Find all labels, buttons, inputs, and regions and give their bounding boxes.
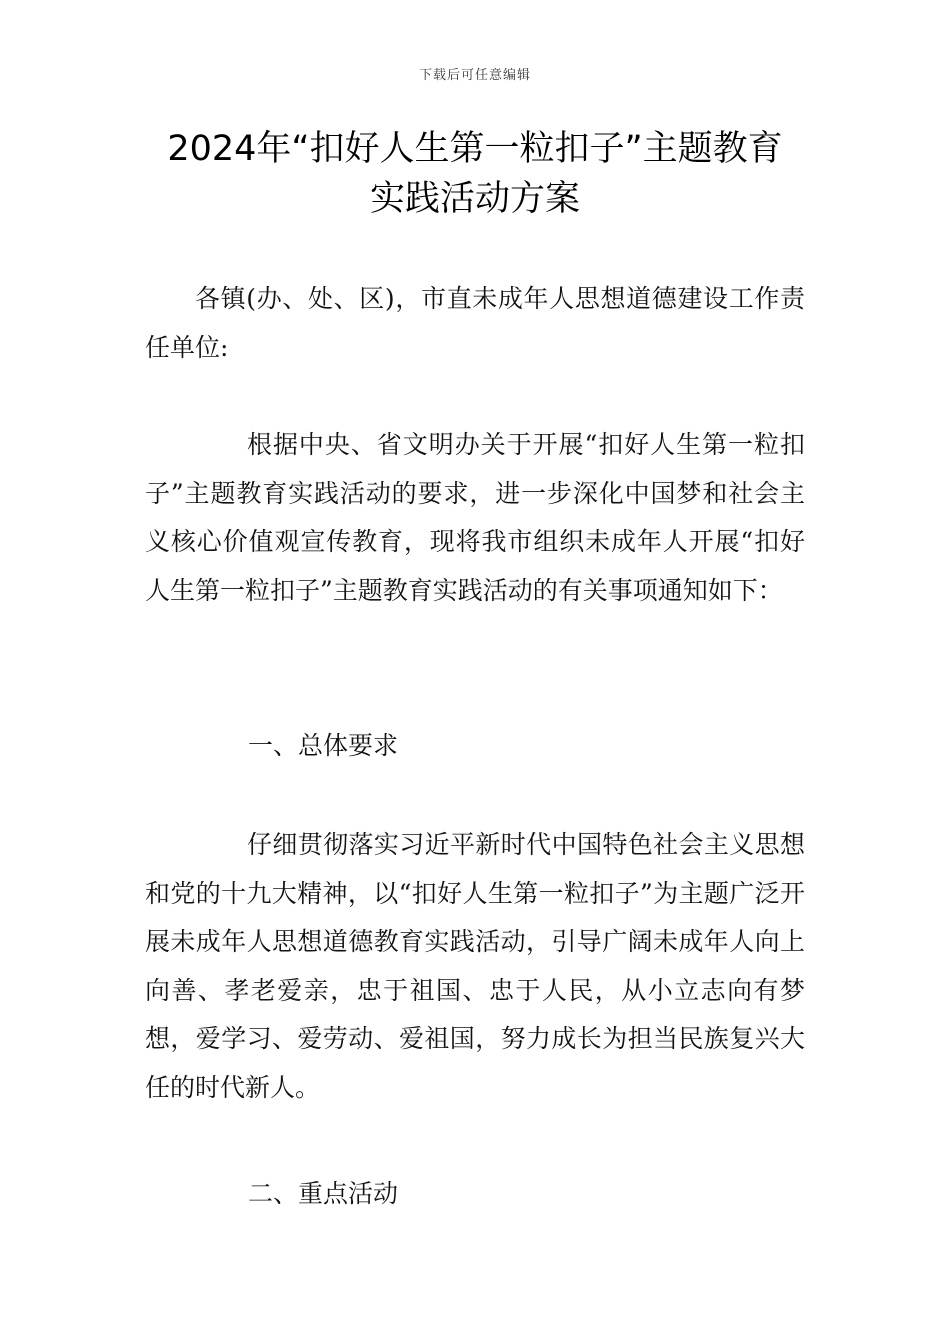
- document-title-line-1: 2024年“扣好人生第一粒扣子”主题教育: [167, 129, 783, 169]
- header-note: 下载后可任意编辑: [418, 68, 531, 83]
- salutation-paragraph: 各镇(办、处、区)，市直未成年人思想道德建设工作责任单位:: [145, 284, 805, 362]
- general-requirements-paragraph: 仔细贯彻落实习近平新时代中国特色社会主义思想和党的十九大精神，以“扣好人生第一粒扣子”为主题广泛开展未成年人思想道德教育实践活动，引导广阔未成年人向上向善、孝老爱亲，忠于祖国、忠于人民，从小立志向有梦想，爱学习、爱劳动、爱祖国，努力成长为担当民族复兴大任的时代新人。: [145, 830, 805, 1102]
- document-title-line-2: 实践活动方案: [369, 179, 580, 219]
- section-heading-key-activities: 二、重点活动: [248, 1179, 399, 1208]
- section-heading-general-requirements: 一、总体要求: [248, 731, 399, 760]
- intro-paragraph: 根据中央、省文明办关于开展“扣好人生第一粒扣子”主题教育实践活动的要求，进一步深化中国梦和社会主义核心价值观宣传教育，现将我市组织未成年人开展“扣好人生第一粒扣子”主题教育实践活动的有关事项通知如下：: [145, 430, 805, 605]
